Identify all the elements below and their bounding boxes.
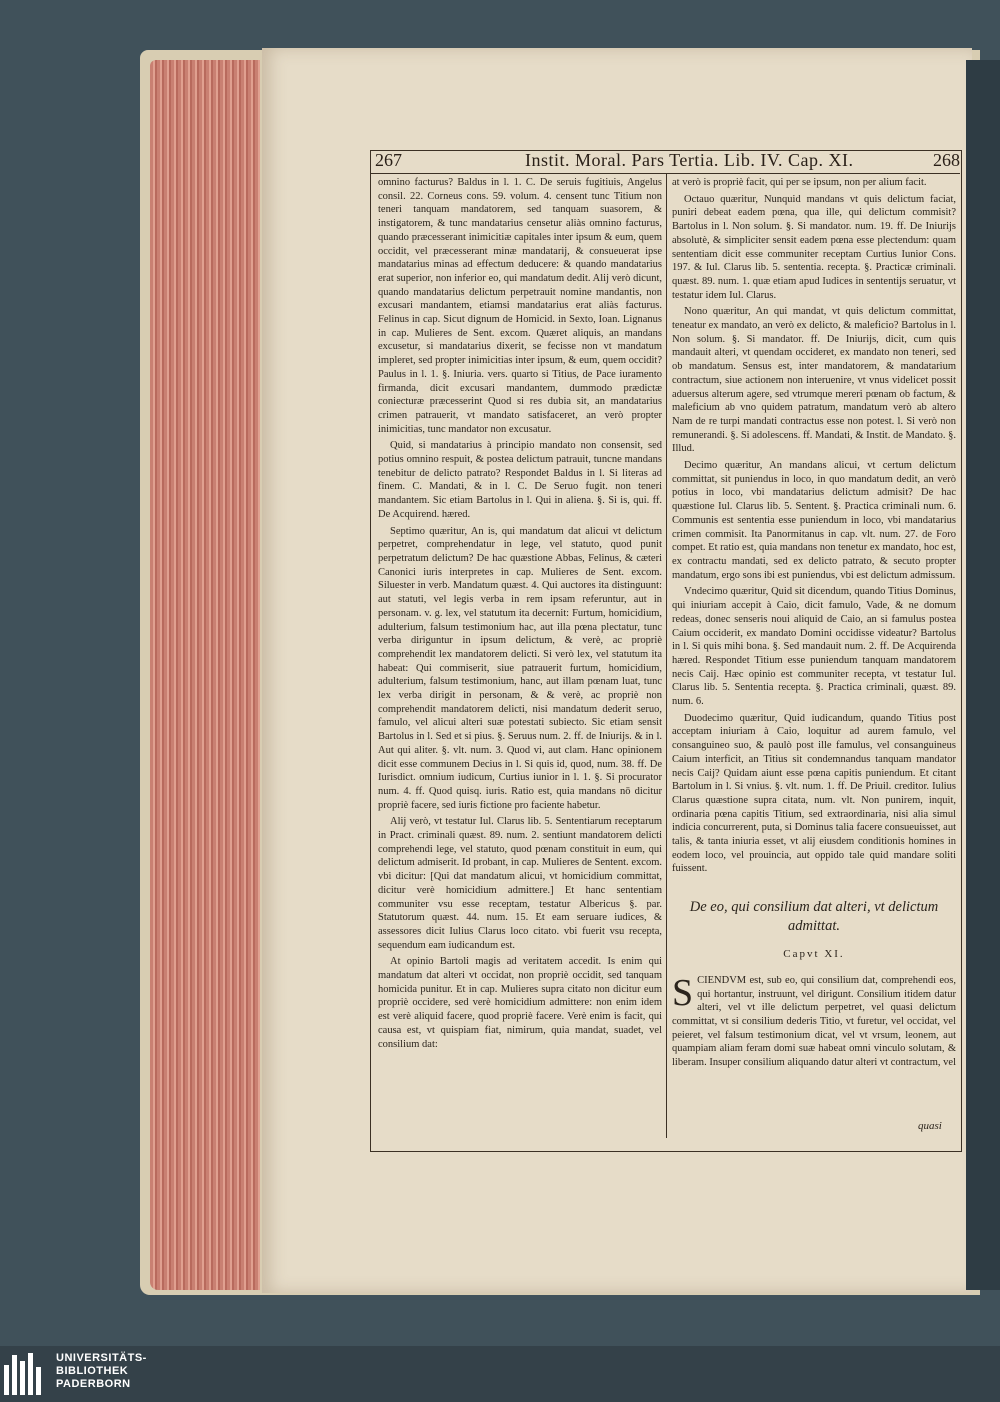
- paragraph: Alij verò, vt testatur Iul. Clarus lib. 5. Sententiarum receptarum in Pract. criminali quæst. 89. num. 2. sentiunt mandatorem delicti comprehendi lege, vel statuto, quod pœnam constituit in eum, qui delictum admiserit. Id probant, in cap. Mulieres de Sentent. excom. vbi dicitur: [Qui dat mandatum alicui, vt homicidium committat, dicitur verè homicidium admittere.] Et hanc sententiam communiter vsu esse receptam, testatur Albericus §. par. Statutorum quæst. 44. num. 15. Et eam seruare iudices, & assessores dicit Iulius Clarus loco citato. vbi fuerit vsu recepta, sequendum eam iudicandum est.: [378, 816, 662, 951]
- library-logo-icon: [4, 1353, 48, 1395]
- page-number-left: 267: [375, 150, 402, 170]
- paragraph: Vndecimo quæritur, Quid sit dicendum, quando Titius Dominus, qui iniuriam accepit à Caio, dicit famulo, Vade, & ne domum redeas, donec senseris noui aliquid de Caio, an si famulus postea Caium occiderit, ex mandato Domini occidisse videatur? Bartolus in l. Si quis mihi bona. §. Sed mandauit num. 2. ff. De Acquirenda hæred. Respondet Titium esse puniendum tanquam mandatorem necis Caij. Hæc opinio est communiter recepta, vt testatur Iul. Clarus lib. 5. Sententia recepta. §. Practica criminali, quæst. 89. num. 6.: [672, 586, 956, 708]
- library-name: [56, 1352, 147, 1391]
- catchword: quasi: [918, 1120, 942, 1132]
- left-column: [378, 176, 662, 1054]
- paragraph: Octauo quæritur, Nunquid mandans vt quis delictum faciat, puniri debeat eadem pœna, qua ille, qui delictum commisit? Bartolus in l. Non solum. §. Si mandator. num. 19. ff. De Iniurijs absolutè, & simpliciter sensit eadem pœna esse plectendum: quam sententiam dicit esse communiter receptam Curtius Iunior Cons. 197. & Iul. Clarus lib. 5. sententia. recepta. §. Practicæ criminali. quæst. 89. num. 1. quæ etiam apud Iudices in sententijs seruatur, vt testatur idem Iul. Clarus.: [672, 193, 956, 301]
- chapter-label: Capvt XI.: [783, 948, 845, 961]
- library-footer: [0, 1346, 1000, 1402]
- paragraph: At opinio Bartoli magis ad veritatem accedit. Is enim qui mandatum dat alteri vt occidat, non propriè occidit, sed tanquam homicida punitur. Et in cap. Mulieres supra citato non dicitur eum propriè occidere, sed verè homicidium admittere: non enim idem est verè aliquid facere, quod propriè facere. Verè enim is facit, qui causa est, vt quispiam fiat, nimirum, quia mandat, suadet, vel consilium dat:: [378, 956, 662, 1050]
- paragraph: at verò is propriè facit, qui per se ipsum, non per alium facit.: [672, 177, 927, 188]
- chapter-paragraph: [672, 971, 956, 1070]
- library-name-line3: PADERBORN: [56, 1378, 131, 1390]
- library-name-line2: BIBLIOTHEK: [56, 1365, 129, 1377]
- section-heading: De eo, qui consilium dat alteri, vt delictum admittat.: [689, 899, 939, 935]
- chapter-text: CIENDVM est, sub eo, qui consilium dat, comprehendi eos, qui hortantur, instruunt, vel dirigunt. Consilium itidem datur alteri, vel vt ille delictum perpetret, vel quasi delictum committat, vt si consilium dederis Titio, vt furetur, vel occidat, vel peieret, vel falsum testimonium dicat, vel vt vrsum, leonem, aut quampiam aliam feram domi suæ habeat omni vinculo solutam, & liberam. Insuper consilium aliquando datur alteri vt contractum, vel: [672, 974, 956, 1069]
- paragraph: omnino facturus? Baldus in l. 1. C. De seruis fugitiuis, Angelus consil. 22. Corneus cons. 59. volum. 4. censent tunc Titium non teneri tanquam mandatorem, sed tanquam suasorem, & instigatorem, & tunc mandatarius censetur aliàs omnino facturus, quando præcesserant inimicitiæ capitales inter ipsum & eum, quem occidit, vel præcesserant minæ mandatarij, & consueuerat ipse mandatarius minas ad effectum deducere: & quando mandatarius erat superior, non inferior eo, qui mandatum dedit. Alij verò dicunt, quando mandatarius delictum perpetrauit nomine mandantis, non excusari mandantem, etiamsi mandatarius erat aliàs facturus. Felinus in cap. Sicut dignum de Homicid. in Sexto, Ioan. Lignanus in cap. Mulieres de Sent. excom. Quæret aliquis, an mandans excusetur, si mandatarius dixerit, se fecisse non vt mandatum impleret, sed propter inimicitias inter ipsum, & eum, quem occidit? Paulus in l. 1. §. Iniuria. vers. quarto si Titius, de Pace iuramento firmanda, dicit excusari mandantem, dummodo prædictæ coniecturæ præcesserint Quod si res dubia sit, an mandatarius crimen patrauerit, vt mandato satisfaceret, an verò propter inimicitias, tunc mandator non excusatur.: [378, 177, 662, 435]
- drop-cap: S: [672, 971, 694, 1014]
- page-edges: [150, 60, 260, 1290]
- running-header: [375, 150, 960, 174]
- right-column: [672, 176, 956, 1073]
- paragraph: Septimo quæritur, An is, qui mandatum dat alicui vt delictum perpetret, comprehendatur in lege, vel statuto, quod punit perpetratum delictum? De hac quæstione Abbas, Felinus, & cæteri Canonici iuris interpretes in cap. Mulieres de Sent. excom. Siluester in verb. Mandatum quæst. 4. Qui auctores ita distinguunt: aut statuti, vel legis verba in rem ipsam referuntur, aut in personam. v. g. lex, vel statutum ita decernit: Furtum, homicidium, adulterium, falsum testimonium hac, aut illa pœna plectatur, tunc verba diriguntur in ipsum delictum, & verè, ac propriè comprehendit lex mandatorem delicti. Si verò lex, vel statutum ita habeat: Qui commiserit, siue patrauerit furtum, homicidium, adulterium, falsum testimonium, hanc, aut illam pœnam luat, tunc lex verba dirigit in personam, & & verè, ac propriè non comprehendit mandatorem delicti, nisi mandatum dederit seruo, famulo, vel alicui alteri suæ potestati subiecto. Sic etiam sensit Bartolus in l. Sed et si pius. §. Seruus num. 2. ff. de Iniurijs. & in l. Aut qui aliter. §. vlt. num. 3. Quod vi, aut clam. Hanc opinionem dicit esse communem Decius in l. Si quis id, quod, num. 38. ff. De Iurisdict. omnium iudicum, Curtius iunior in l. 1. §. Si procurator num. 4. ff. Quod quisq. iuris. Ratio est, quia mandans nō dicitur propriè facere, sed iuris fictione pro faciente habetur.: [378, 525, 662, 811]
- library-name-line1: UNIVERSITÄTS-: [56, 1352, 147, 1364]
- paragraph: Nono quæritur, An qui mandat, vt quis delictum committat, teneatur ex mandato, an verò ex delicto, & maleficio? Bartolus in l. Non solum. §. Si mandator. ff. De Iniurijs, dicit, cum quis mandauit alteri, vt quendam occideret, ex mandato non teneri, sed ob mandatum. Sensus est, inter mandatorem, & mandatarium contractum, siue actionem non interuenire, vt vnus videlicet possit aduersus alterum agere, sed vtrumque mereri pœnam ob factum, & maleficium ab vno quidem patratum, mandatum verò ab altero Nam de re turpi mandati contractus esse non potest. l. Si verò non remunerandi. §. Si adolescens. ff. Mandati, & Instit. de Mandato. §. Illud.: [672, 306, 956, 455]
- right-edge: [966, 60, 1000, 1290]
- paragraph: Quid, si mandatarius à principio mandato non consensit, sed potius omnino respuit, & postea delictum patrauit, tuncne mandans tenebitur de delicto patrato? Respondet Baldus in l. Si literas ad finem. C. Mandati, & in l. C. De Seruo fugit. non teneri mandantem. Sic etiam Bartolus in l. Qui in aliena. §. Si is, qui. ff. De Acquirend. hæred.: [378, 440, 662, 520]
- running-title: Instit. Moral. Pars Tertia. Lib. IV. Cap. XI.: [525, 150, 854, 170]
- column-rule: [666, 174, 667, 1138]
- header-rule: [370, 173, 960, 174]
- paragraph: Duodecimo quæritur, Quid iudicandum, quando Titius post acceptam iniuriam à Caio, loquitur ad aurem famulo, vel consanguineo suo, & paulò post ille famulus, vel consanguineus Caium interficit, an Titius sit condemnandus tanquam mandator necis Caij? Quidam aiunt esse pœna capitis puniendum. Et citant Bartolum in l. Si vnius. §. vlt. num. 1. ff. De Priuil. creditor. Iulius Clarus quæstione supra citata, num. vlt. Non punirem, inquit, ordinaria pœna capitis Titium, sed extraordinaria, nisi alia simul indicia concurrerent, puta, si Dominus talia facere consueuisset, aut talis, & tanta iniuria esset, vt alij eiusdem conditionis homines in eodem loco, vel prouincia, aut oppido tale quid mandare soliti fuissent.: [672, 712, 956, 875]
- paragraph: Decimo quæritur, An mandans alicui, vt certum delictum committat, sit puniendus in loco, in quo mandatum dedit, an verò potius in loco, vbi mandatarius delictum admisit? De hac quæstione Iul. Clarus lib. 5. Sentent. §. Practica criminali num. 6. Communis est sententia esse puniendum in loco, vbi mandatarius crimen commisit. Ita Panormitanus in cap. vlt. num. 27. de Foro compet. Et ratio est, quia mandans non tenetur ex mandato, hoc est, ex contractu mandati, sed ex delicto patrato, & secuto propter mandatum, ergo sons ibi est puniendus, vbi est delictum admissum.: [672, 460, 956, 581]
- page-number-right: 268: [933, 150, 960, 170]
